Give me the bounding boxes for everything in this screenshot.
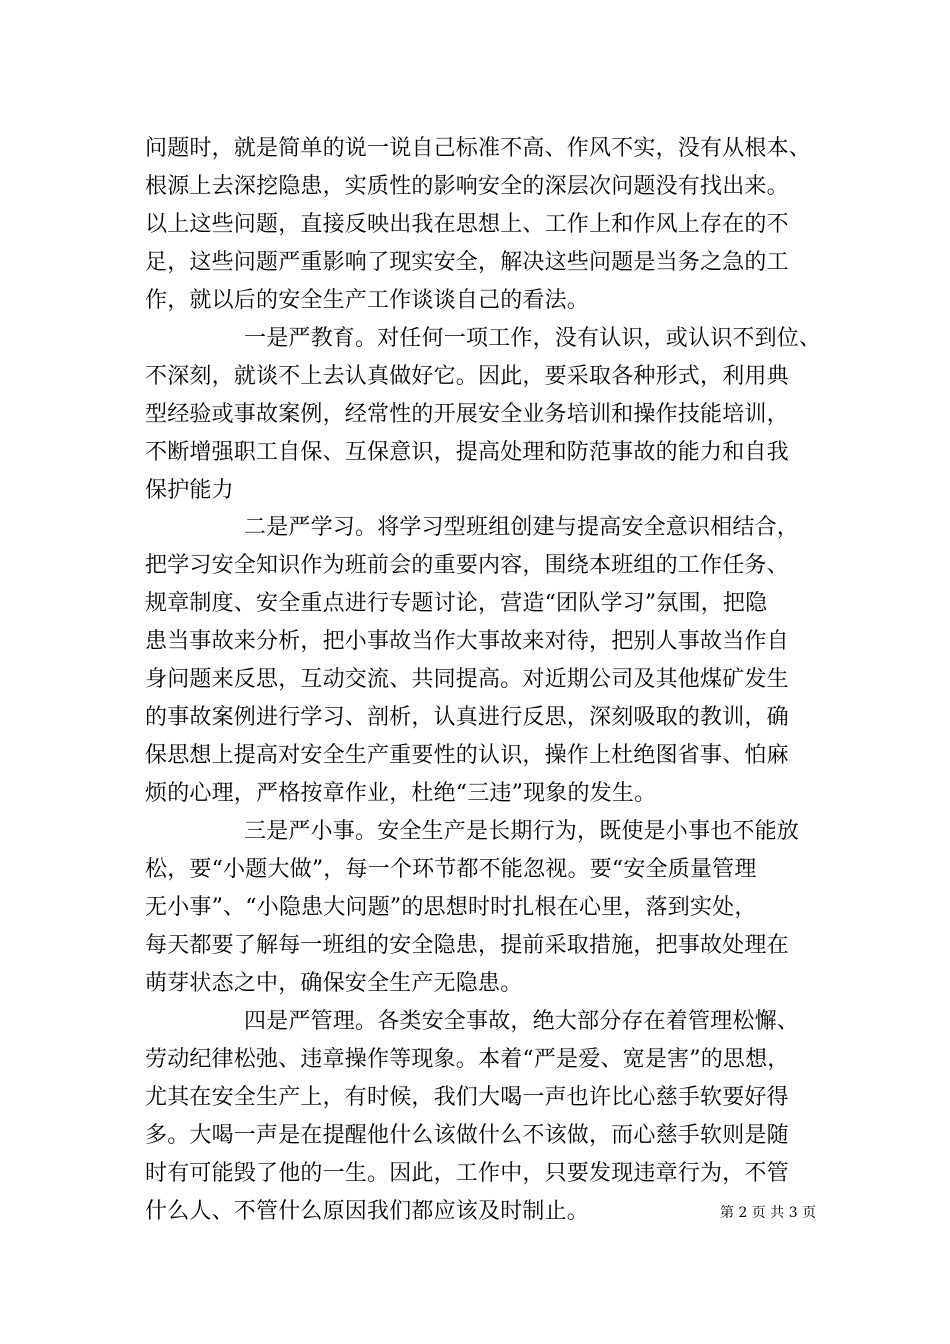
text-line: 烦的心理，严格按章作业，杜绝“三违”现象的发生。 <box>145 781 657 806</box>
text-line: 足，这些问题严重影响了现实安全，解决这些问题是当务之急的工 <box>145 250 789 275</box>
text-line: 保护能力 <box>145 478 234 503</box>
text-line: 无小事”、“小隐患大问题”的思想时时扎根在心里，落到实处， <box>145 895 757 920</box>
text-line: 把学习安全知识作为班前会的重要内容，围绕本班组的工作任务、 <box>145 553 789 578</box>
text-line: 规章制度、安全重点进行专题讨论，营造“团队学习”氛围，把隐 <box>145 591 768 616</box>
page-number-footer: 第 2 页 共 3 页 <box>720 1205 817 1221</box>
text-line: 型经验或事故案例，经常性的开展安全业务培训和操作技能培训， <box>145 402 789 427</box>
text-line: 问题时，就是简单的说一说自己标准不高、作风不实，没有从根本、 <box>145 136 812 161</box>
text-line: 患当事故来分析，把小事故当作大事故来对待，把别人事故当作自 <box>145 629 789 654</box>
text-line: 的事故案例进行学习、剖析，认真进行反思，深刻吸取的教训，确 <box>145 705 789 730</box>
text-line: 萌芽状态之中，确保安全生产无隐患。 <box>145 971 523 996</box>
text-line: 尤其在安全生产上，有时候，我们大喝一声也许比心慈手软要好得 <box>145 1085 789 1110</box>
text-line: 每天都要了解每一班组的安全隐患，提前采取措施，把事故处理在 <box>145 933 789 958</box>
text-line: 松，要“小题大做”，每一个环节都不能忽视。要“安全质量管理 <box>145 857 757 882</box>
paragraph-first-line: 二是严学习。将学习型班组创建与提高安全意识相结合， <box>244 515 800 540</box>
text-line: 根源上去深挖隐患，实质性的影响安全的深层次问题没有找出来。 <box>145 174 789 199</box>
paragraph-first-line: 四是严管理。各类安全事故，绝大部分存在着管理松懈、 <box>244 1009 800 1034</box>
paragraph-first-line: 三是严小事。安全生产是长期行为，既使是小事也不能放 <box>244 819 800 844</box>
paragraph-first-line: 一是严教育。对任何一项工作，没有认识，或认识不到位、 <box>244 326 822 351</box>
text-line: 以上这些问题，直接反映出我在思想上、工作上和作风上存在的不 <box>145 212 789 237</box>
text-line: 劳动纪律松弛、违章操作等现象。本着“严是爱、宽是害”的思想， <box>145 1047 790 1072</box>
text-line: 时有可能毁了他的一生。因此，工作中，只要发现违章行为，不管 <box>145 1161 789 1186</box>
text-line: 保思想上提高对安全生产重要性的认识，操作上杜绝图省事、怕麻 <box>145 743 789 768</box>
text-line: 多。大喝一声是在提醒他什么该做什么不该做，而心慈手软则是随 <box>145 1123 789 1148</box>
text-line: 不深刻，就谈不上去认真做好它。因此，要采取各种形式，利用典 <box>145 364 789 389</box>
text-line: 作，就以后的安全生产工作谈谈自己的看法。 <box>145 288 590 313</box>
text-line: 不断增强职工自保、互保意识，提高处理和防范事故的能力和自我 <box>145 440 789 465</box>
text-line: 身问题来反思，互动交流、共同提高。对近期公司及其他煤矿发生 <box>145 667 789 692</box>
text-line: 什么人、不管什么原因我们都应该及时制止。 <box>145 1199 590 1224</box>
